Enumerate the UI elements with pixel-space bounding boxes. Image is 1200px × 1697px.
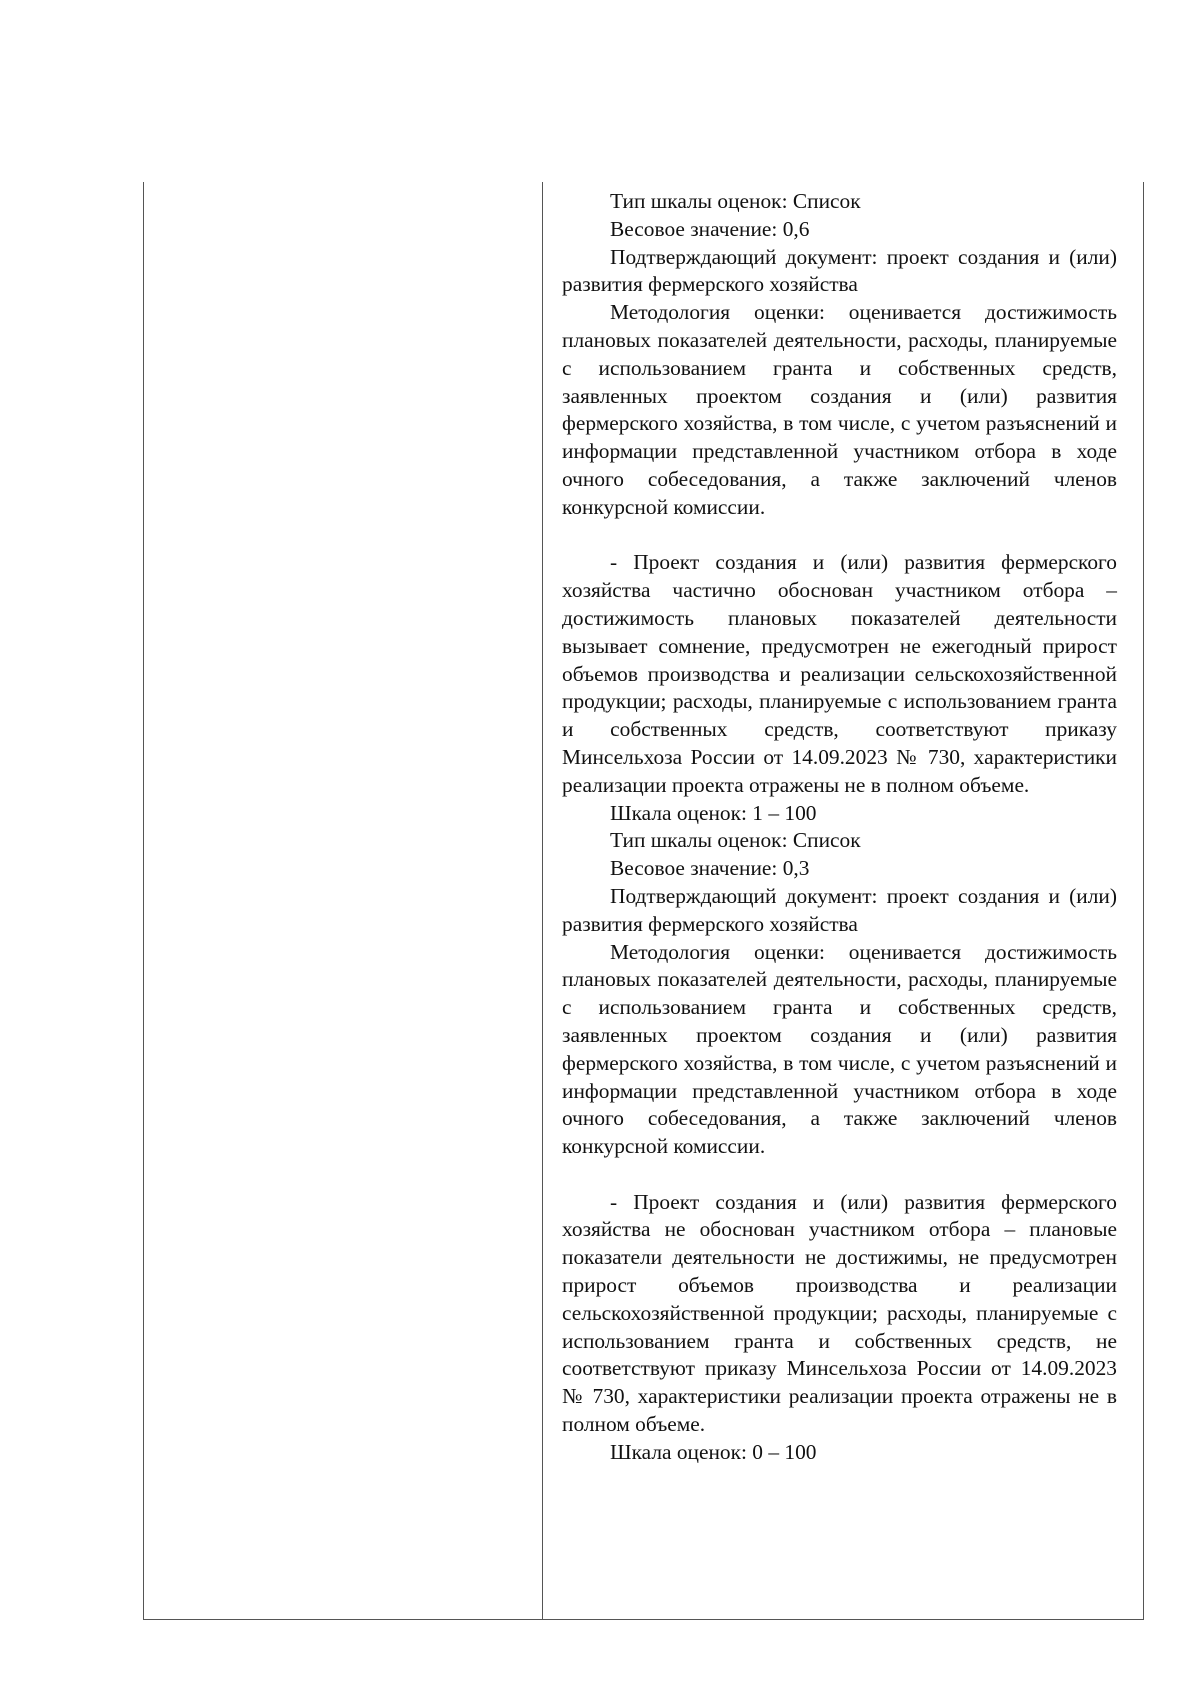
methodology-paragraph: Методология оценки: оценивается достижимость плановых показателей деятельности, расходы, планируемые с использованием гранта и собственных средств, заявленных проектом создания и (или) развития фермерского хозяйства, в том числе, с учетом разъяснений и информации представленной участником отбора в ходе очного собеседования, а также заключений членов конкурсной комиссии. <box>562 939 1117 1159</box>
weight-line: Весовое значение: 0,3 <box>610 856 810 881</box>
criterion-name-cell <box>144 182 542 1619</box>
scale-type-line: Тип шкалы оценок: Список <box>610 828 861 853</box>
criterion-details-cell <box>562 188 1117 1467</box>
supporting-document-line: Подтверждающий документ: проект создания и (или) развития фермерского хозяйства <box>562 244 1117 297</box>
scale-type-line: Тип шкалы оценок: Список <box>610 189 861 213</box>
column-divider <box>542 182 543 1619</box>
option-description-not-justified: - Проект создания и (или) развития фермерского хозяйства не обоснован участником отбора – плановые показатели деятельности не достижимы, не предусмотрен прирост объемов производства и реализации сельскохозяйственной продукции; расходы, планируемые с использованием гранта и собственных средств, не соответствуют приказу Минсельхоза России от 14.09.2023 № 730, характеристики реализации проекта отражены не в полном объеме. <box>562 1189 1117 1437</box>
criteria-table <box>143 182 1144 1620</box>
paragraph-gap <box>562 522 1117 550</box>
methodology-paragraph: Методология оценки: оценивается достижимость плановых показателей деятельности, расходы, планируемые с использованием гранта и собственных средств, заявленных проектом создания и (или) развития фермерского хозяйства, в том числе, с учетом разъяснений и информации представленной участником отбора в ходе очного собеседования, а также заключений членов конкурсной комиссии. <box>562 300 1117 519</box>
supporting-document-line: Подтверждающий документ: проект создания и (или) развития фермерского хозяйства <box>562 883 1117 936</box>
option-description-partially-justified: - Проект создания и (или) развития фермерского хозяйства частично обоснован участником отбора – достижимость плановых показателей деятельности вызывает сомнение, предусмотрен не ежегодный прирост объемов производства и реализации сельскохозяйственной продукции; расходы, планируемые с использованием гранта и собственных средств, соответствуют приказу Минсельхоза России от 14.09.2023 № 730, характеристики реализации проекта отражены не в полном объеме. <box>562 550 1117 797</box>
paragraph-gap <box>562 1161 1117 1189</box>
weight-line: Весовое значение: 0,6 <box>610 216 810 241</box>
scale-line: Шкала оценок: 0 – 100 <box>610 1439 817 1464</box>
scale-line: Шкала оценок: 1 – 100 <box>610 800 817 825</box>
